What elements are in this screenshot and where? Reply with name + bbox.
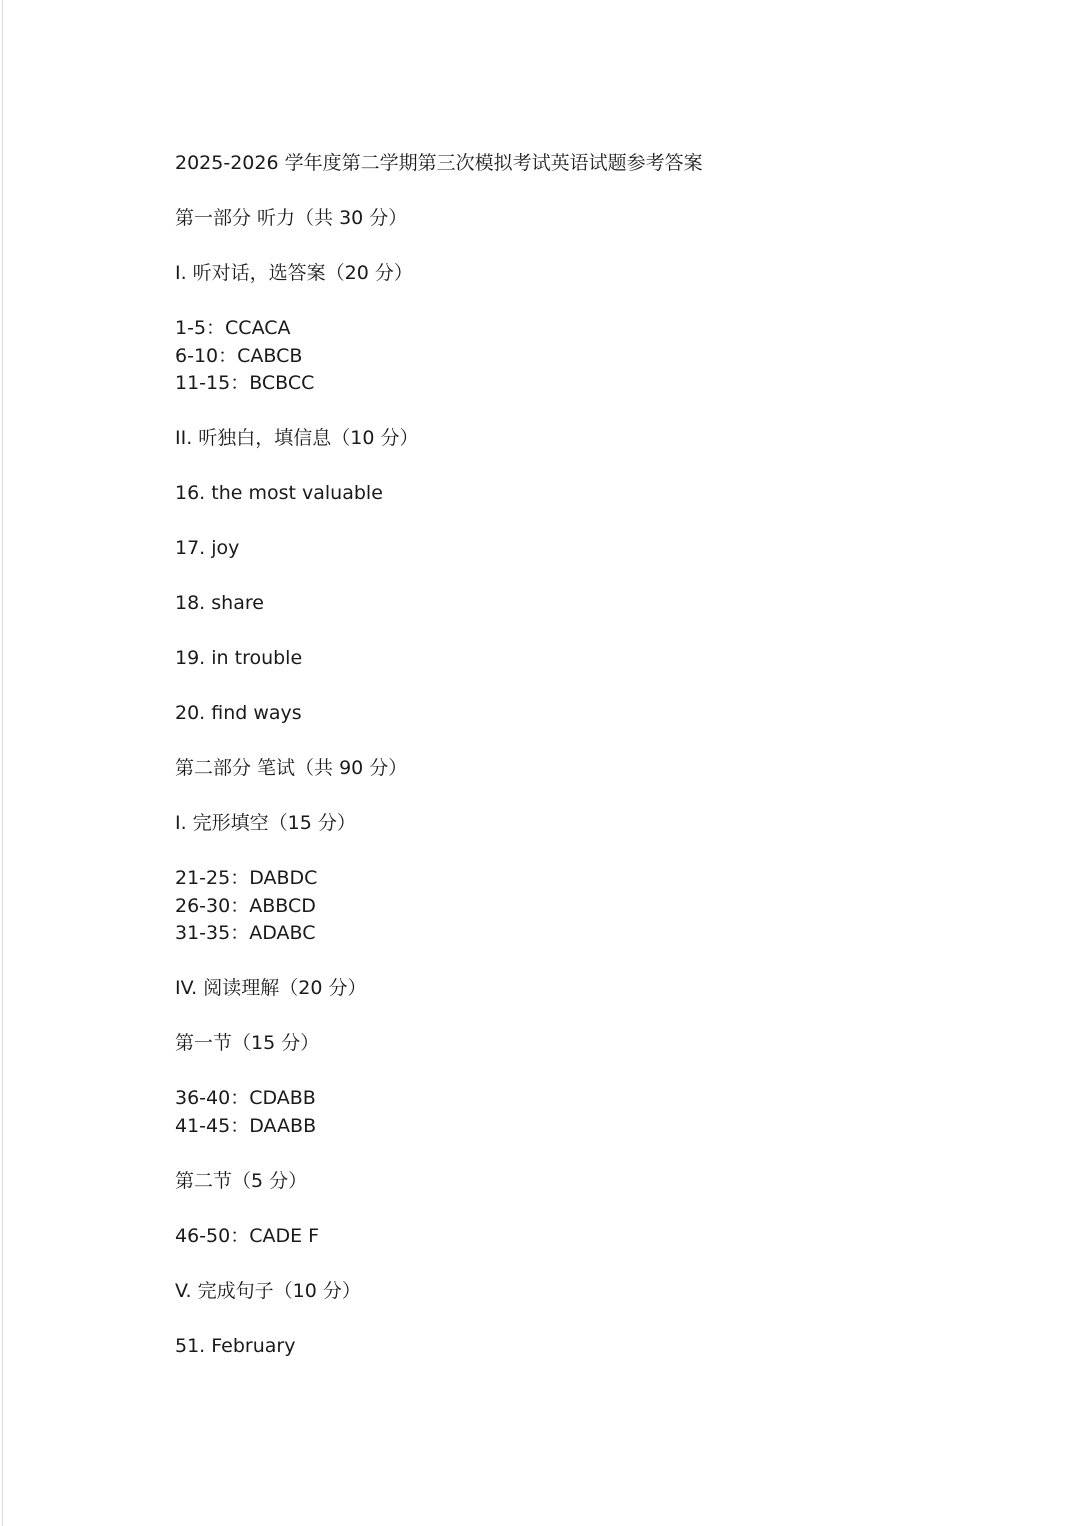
document-title: 2025-2026 学年度第二学期第三次模拟考试英语试题参考答案 (175, 152, 703, 174)
reading-sub2-heading: 第二节（5 分） (175, 1169, 308, 1192)
part1-heading: 第一部分 听力（共 30 分） (175, 207, 408, 229)
answer-line: 51. February (175, 1334, 296, 1357)
answer-line: 41-45：DAABB (175, 1114, 317, 1137)
listening-monologue-heading: II. 听独白，填信息（10 分） (175, 427, 419, 449)
answer-key-content (175, 150, 995, 1360)
listening-dialogue-heading: I. 听对话，选答案（20 分） (175, 262, 413, 284)
cloze-heading: I. 完形填空（15 分） (175, 812, 356, 834)
answer-line: 6-10：CABCB (175, 344, 303, 367)
answer-line: 20. find ways (175, 702, 302, 724)
answer-line: 21-25：DABDC (175, 867, 318, 889)
answer-line: 17. joy (175, 537, 240, 559)
sentence-completion-heading: V. 完成句子（10 分） (175, 1279, 361, 1302)
answer-line: 1-5：CCACA (175, 317, 291, 339)
answer-line: 18. share (175, 592, 264, 614)
answer-line: 31-35：ADABC (175, 922, 316, 944)
answer-line: 16. the most valuable (175, 482, 383, 504)
answer-line: 46-50：CADE F (175, 1224, 320, 1247)
reading-sub1-heading: 第一节（15 分） (175, 1032, 320, 1054)
page-edge-line (2, 0, 3, 1526)
answer-line: 19. in trouble (175, 647, 303, 669)
reading-heading: IV. 阅读理解（20 分） (175, 977, 367, 999)
answer-line: 11-15：BCBCC (175, 372, 315, 394)
answer-line: 36-40：CDABB (175, 1087, 316, 1109)
part2-heading: 第二部分 笔试（共 90 分） (175, 757, 408, 779)
answer-line: 26-30：ABBCD (175, 894, 316, 917)
